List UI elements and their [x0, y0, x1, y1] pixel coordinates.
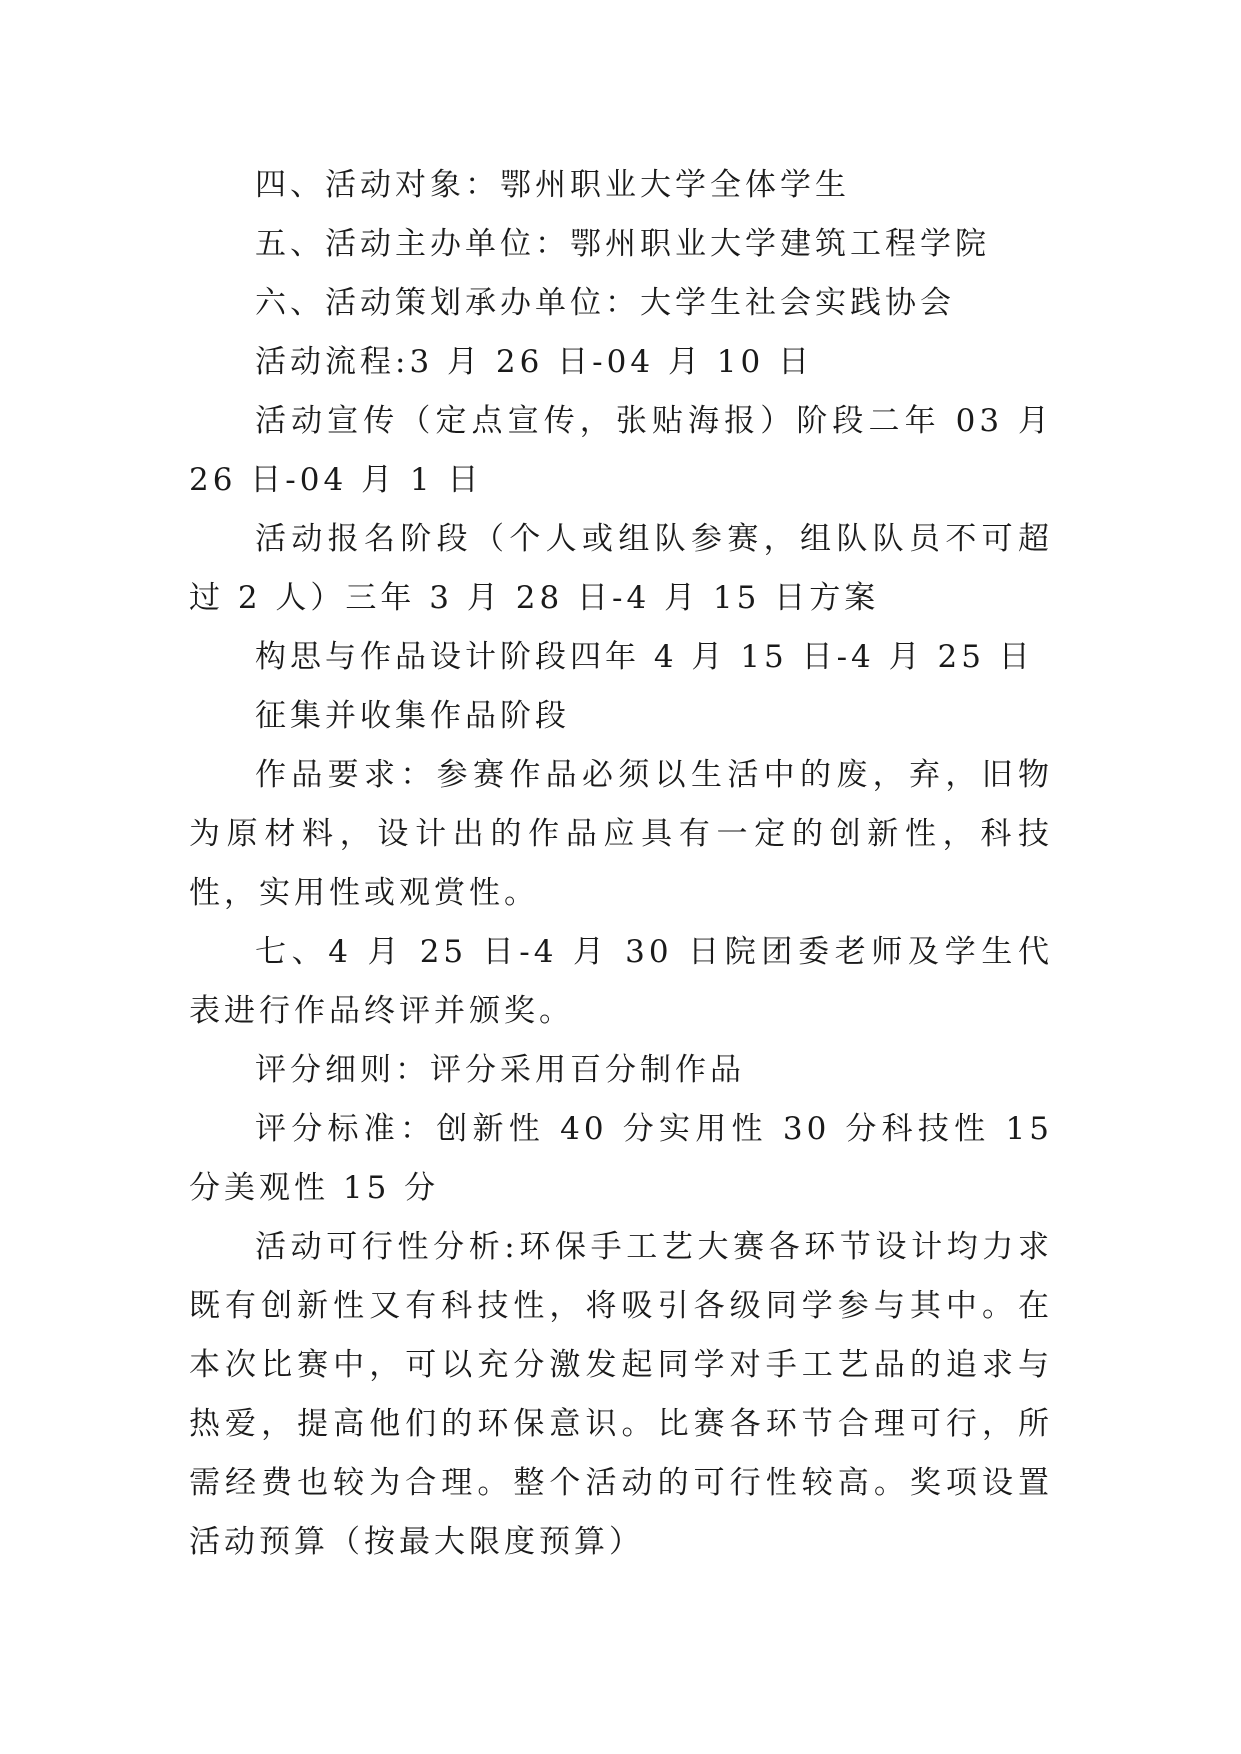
paragraph-scoring-rules: 评分细则：评分采用百分制作品 [255, 1052, 745, 1088]
paragraph-promotion-stage: 活动宣传（定点宣传，张贴海报）阶段二年 03 月 26 日-04 月 1 日 [189, 403, 1053, 498]
document-body [189, 156, 1053, 1572]
paragraph-design-stage: 构思与作品设计阶段四年 4 月 15 日-4 月 25 日 [255, 639, 1034, 675]
paragraph-scoring-criteria: 评分标准：创新性 40 分实用性 30 分科技性 15 分美观性 15 分 [189, 1111, 1053, 1206]
paragraph-planner: 六、活动策划承办单位：大学生社会实践协会 [255, 285, 955, 321]
paragraph-activity-target: 四、活动对象：鄂州职业大学全体学生 [255, 167, 850, 203]
paragraph-registration-stage: 活动报名阶段（个人或组队参赛，组队队员不可超过 2 人）三年 3 月 28 日-4 月 15 日方案 [189, 521, 1053, 616]
paragraph-work-requirements: 作品要求：参赛作品必须以生活中的废，弃，旧物为原材料，设计出的作品应具有一定的创新性，科技性，实用性或观赏性。 [189, 757, 1053, 911]
paragraph-process: 活动流程:3 月 26 日-04 月 10 日 [255, 344, 814, 380]
paragraph-final-review: 七、4 月 25 日-4 月 30 日院团委老师及学生代表进行作品终评并颁奖。 [189, 934, 1053, 1029]
paragraph-collection-stage: 征集并收集作品阶段 [255, 698, 570, 734]
paragraph-organizer: 五、活动主办单位：鄂州职业大学建筑工程学院 [255, 226, 990, 262]
paragraph-feasibility-analysis: 活动可行性分析:环保手工艺大赛各环节设计均力求既有创新性又有科技性，将吸引各级同学参与其中。在本次比赛中，可以充分激发起同学对手工艺品的追求与热爱，提高他们的环保意识。比赛各环节合理可行，所需经费也较为合理。整个活动的可行性较高。奖项设置活动预算（按最大限度预算） [189, 1229, 1053, 1560]
